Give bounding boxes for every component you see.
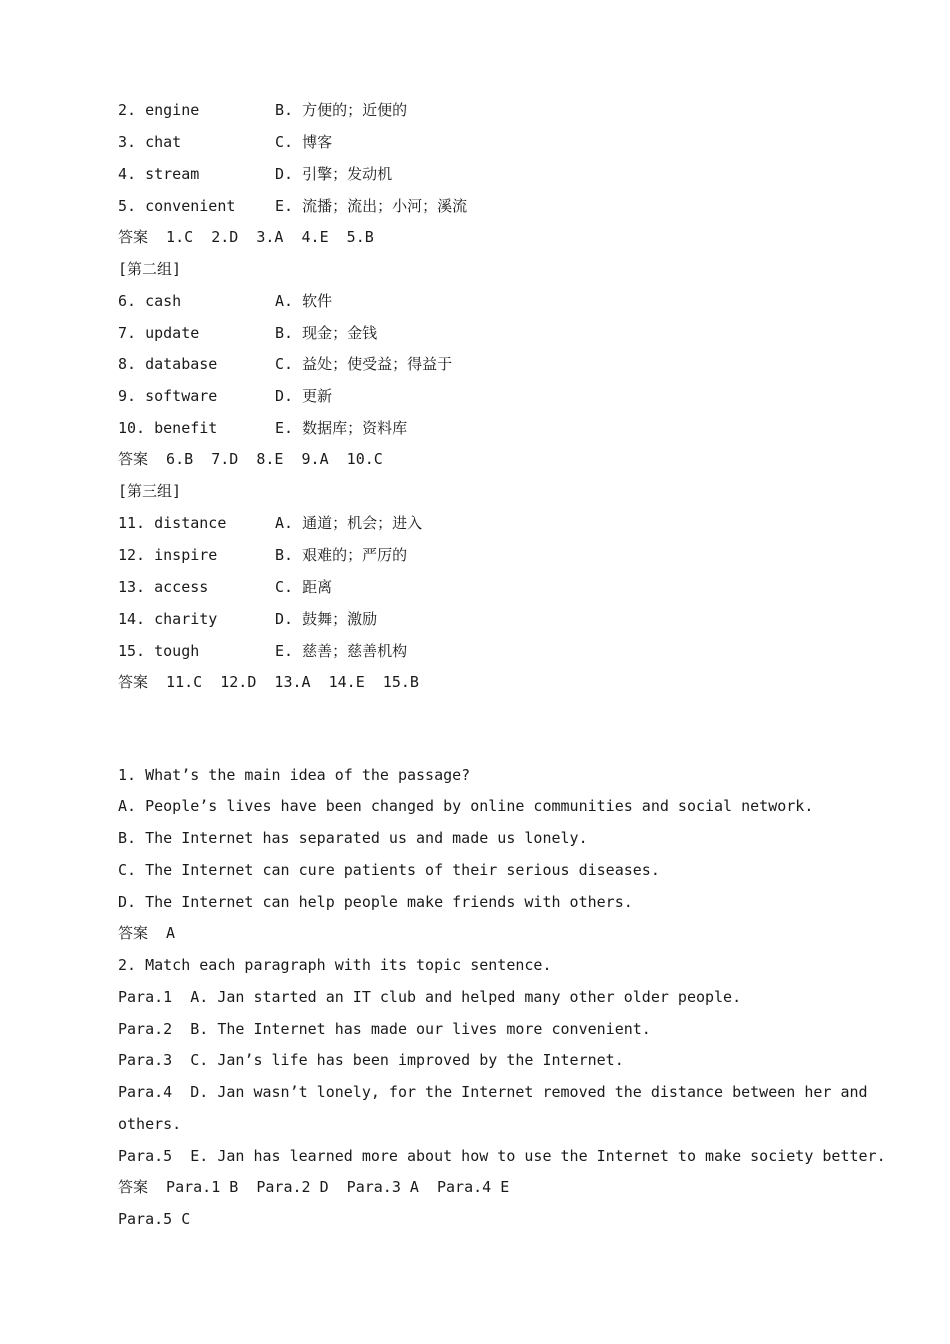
match-line: Para.1 A. Jan started an IT club and helped many other older people. [118, 988, 742, 1006]
vocab-word: 3. chat [118, 133, 182, 151]
vocab-row [118, 131, 332, 153]
vocab-row [118, 640, 407, 662]
vocab-row [118, 163, 392, 185]
vocab-word: 13. access [118, 578, 209, 596]
option-line: A. People’s lives have been changed by online communities and social network. [118, 797, 814, 815]
answer-line-continuation: Para.5 C [118, 1210, 191, 1228]
option-line: C. The Internet can cure patients of their serious diseases. [118, 861, 660, 879]
option-line: D. The Internet can help people make friends with others. [118, 893, 633, 911]
vocab-row [118, 195, 467, 217]
vocab-meaning: B. 艰难的；严厉的 [275, 546, 408, 564]
vocab-meaning: C. 博客 [275, 133, 333, 151]
answer-line: 答案 Para.1 B Para.2 D Para.3 A Para.4 E [118, 1178, 510, 1196]
vocab-word: 2. engine [118, 101, 200, 119]
vocab-row [118, 576, 332, 598]
vocab-row [118, 353, 452, 375]
vocab-meaning: B. 现金；金钱 [275, 324, 378, 342]
vocab-row [118, 608, 377, 630]
answer-line: 答案 1.C 2.D 3.A 4.E 5.B [118, 228, 374, 246]
vocab-row [118, 99, 407, 121]
group-heading: [第二组] [118, 260, 182, 278]
answer-line: 答案 6.B 7.D 8.E 9.A 10.C [118, 450, 383, 468]
match-line: Para.3 C. Jan’s life has been improved by the Internet. [118, 1051, 624, 1069]
group-heading: [第三组] [118, 482, 182, 500]
vocab-row [118, 322, 377, 344]
vocab-word: 10. benefit [118, 419, 218, 437]
vocab-meaning: B. 方便的；近便的 [275, 101, 408, 119]
vocab-row [118, 512, 422, 534]
vocab-meaning: E. 数据库；资料库 [275, 419, 408, 437]
question-text: 2. Match each paragraph with its topic sentence. [118, 956, 552, 974]
vocab-meaning: C. 益处；使受益；得益于 [275, 355, 453, 373]
vocab-meaning: D. 鼓舞；激励 [275, 610, 378, 628]
vocab-word: 11. distance [118, 514, 227, 532]
vocab-row [118, 544, 407, 566]
vocab-row [118, 385, 332, 407]
option-line: B. The Internet has separated us and made us lonely. [118, 829, 588, 847]
vocab-meaning: D. 更新 [275, 387, 333, 405]
answer-line: 答案 A [118, 924, 176, 942]
match-line: Para.2 B. The Internet has made our lives more convenient. [118, 1020, 651, 1038]
vocab-row [118, 290, 332, 312]
question-text: 1. What’s the main idea of the passage? [118, 766, 471, 784]
match-line: Para.4 D. Jan wasn’t lonely, for the Internet removed the distance between her and [118, 1083, 868, 1101]
vocab-word: 8. database [118, 355, 218, 373]
vocab-word: 9. software [118, 387, 218, 405]
vocab-word: 6. cash [118, 292, 182, 310]
vocab-word: 14. charity [118, 610, 218, 628]
match-line: Para.5 E. Jan has learned more about how to use the Internet to make society better. [118, 1147, 886, 1165]
vocab-meaning: E. 慈善；慈善机构 [275, 642, 408, 660]
vocab-meaning: A. 软件 [275, 292, 333, 310]
vocab-meaning: C. 距离 [275, 578, 333, 596]
match-line-continuation: others. [118, 1115, 182, 1133]
vocab-word: 12. inspire [118, 546, 218, 564]
vocab-word: 15. tough [118, 642, 200, 660]
vocab-meaning: E. 流播；流出；小河；溪流 [275, 197, 468, 215]
vocab-meaning: D. 引擎；发动机 [275, 165, 393, 183]
vocab-word: 5. convenient [118, 197, 236, 215]
vocab-meaning: A. 通道；机会；进入 [275, 514, 423, 532]
answer-line: 答案 11.C 12.D 13.A 14.E 15.B [118, 673, 419, 691]
vocab-word: 7. update [118, 324, 200, 342]
vocab-word: 4. stream [118, 165, 200, 183]
vocab-row [118, 417, 407, 439]
